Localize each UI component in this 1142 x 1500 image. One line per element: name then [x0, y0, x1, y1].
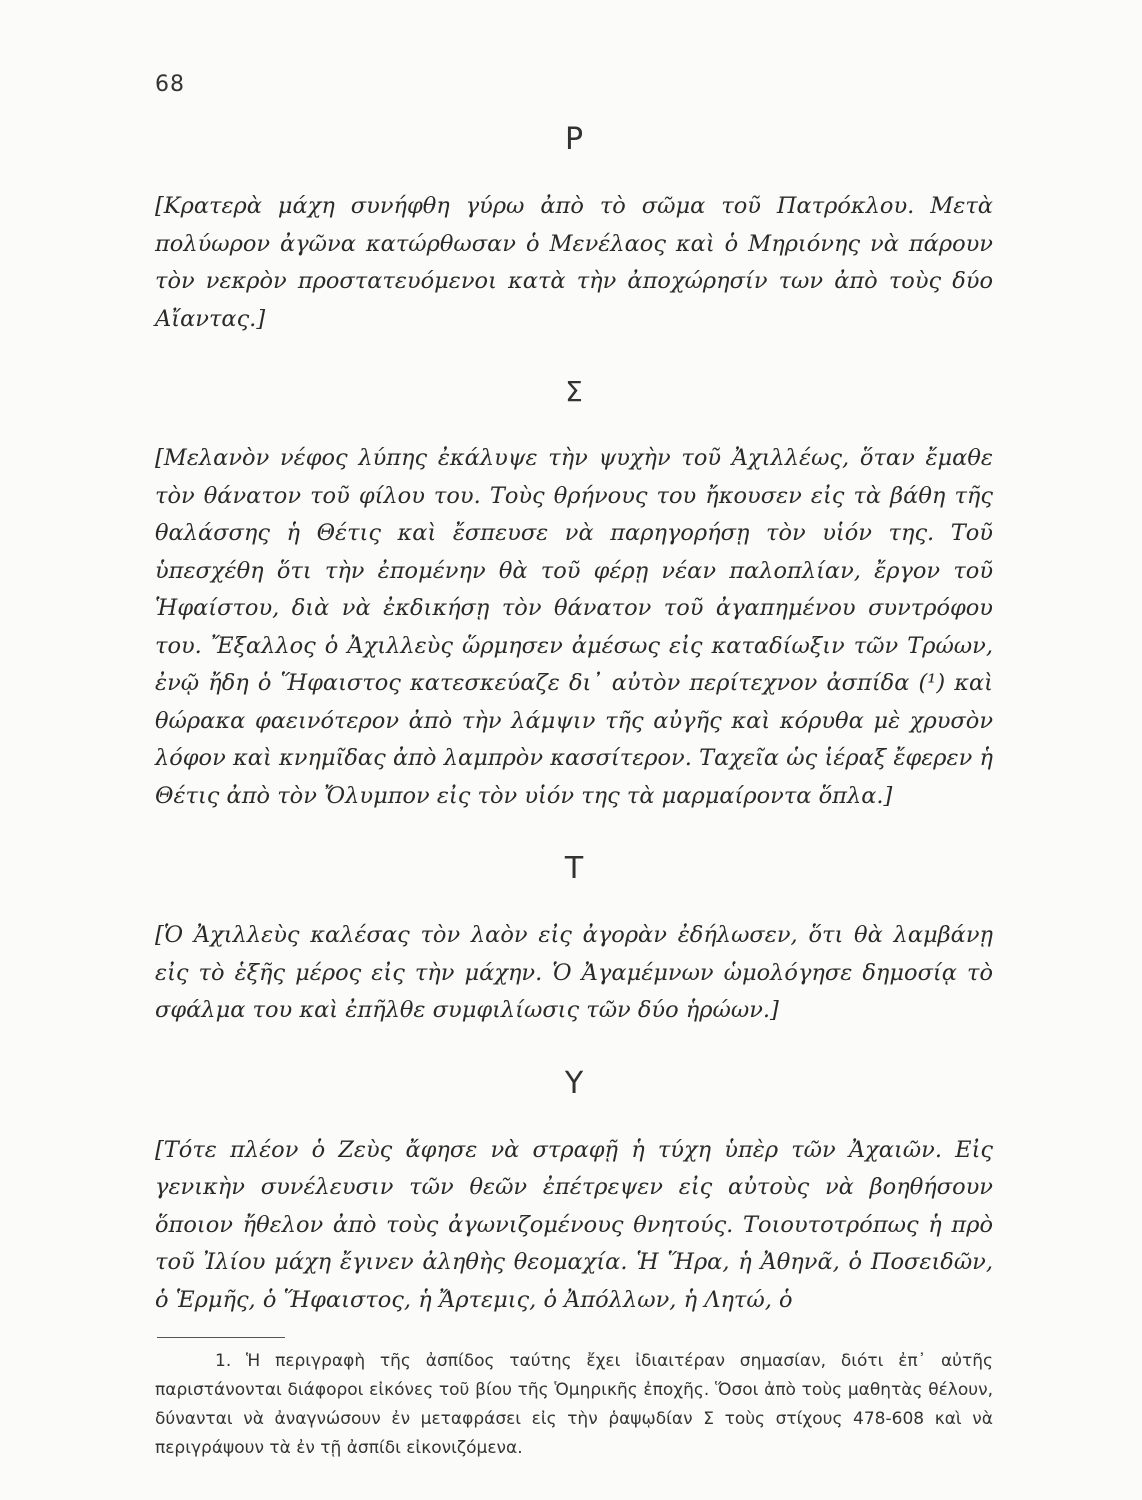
section-heading-tau: Τ: [564, 851, 584, 886]
footnote: [155, 1347, 993, 1463]
section-text-tau: [Ὁ Ἀχιλλεὺς καλέσας τὸν λαὸν εἰς ἀγορὰν ἐδήλωσεν, ὅτι θὰ λαμβάνῃ εἰς τὸ ἑξῆς μέρος εἰς τὴν μάχην. Ὁ Ἀγαμέμνων ὡμολόγησε δημοσίᾳ τὸ σφάλμα του καὶ ἐπῆλθε συμφιλίωσις τῶν δύο ἡρώων.]: [155, 922, 993, 1023]
footnote-text: 1. Ἡ περιγραφὴ τῆς ἀσπίδος ταύτης ἔχει ἰδιαιτέραν σημασίαν, διότι ἐπ᾽ αὐτῆς παριστάνονται διάφοροι εἰκόνες τοῦ βίου τῆς Ὁμηρικῆς ἐποχῆς. Ὅσοι ἀπὸ τοὺς μαθητὰς θέλουν, δύνανται νὰ ἀναγνώσουν ἐν μεταφράσει εἰς τὴν ῥαψῳδίαν Σ τοὺς στίχους 478-608 καὶ νὰ περιγράψουν τὰ ἐν τῇ ἀσπίδι εἰκονιζόμενα.: [155, 1351, 993, 1458]
section-heading-upsilon: Υ: [564, 1065, 584, 1101]
section-text-rho: [Κρατερὰ μάχη συνήφθη γύρω ἀπὸ τὸ σῶμα τοῦ Πατρόκλου. Μετὰ πολύωρον ἀγῶνα κατώρθωσαν ὁ Μενέλαος καὶ ὁ Μηριόνης νὰ πάρουν τὸν νεκρὸν προστατευόμενοι κατὰ τὴν ἀποχώρησίν των ἀπὸ τοὺς δύο Αἴαντας.]: [155, 193, 993, 332]
section-text-upsilon: [Τότε πλέον ὁ Ζεὺς ἄφησε νὰ στραφῇ ἡ τύχη ὑπὲρ τῶν Ἀχαιῶν. Εἰς γενικὴν συνέλευσιν τῶν θεῶν ἐπέτρεψεν εἰς αὐτοὺς νὰ βοηθήσουν ὅποιον ἤθελον ἀπὸ τοὺς ἀγωνιζομένους θνητούς. Τοιουτοτρόπως ἡ πρὸ τοῦ Ἰλίου μάχη ἔγινεν ἀληθὴς θεομαχία. Ἡ Ἥρα, ἡ Ἀθηνᾶ, ὁ Ποσειδῶν, ὁ Ἑρμῆς, ὁ Ἥφαιστος, ἡ Ἄρτεμις, ὁ Ἀπόλλων, ἡ Λητώ, ὁ: [155, 1136, 993, 1313]
section-text-sigma: [Μελανὸν νέφος λύπης ἐκάλυψε τὴν ψυχὴν τοῦ Ἀχιλλέως, ὅταν ἔμαθε τὸν θάνατον τοῦ φίλου του. Τοὺς θρήνους του ἤκουσεν εἰς τὰ βάθη τῆς θαλάσσης ἡ Θέτις καὶ ἔσπευσε νὰ παρηγορήσῃ τὸν υἱόν της. Τοῦ ὑπεσχέθη ὅτι τὴν ἐπομένην θὰ τοῦ φέρῃ νέαν παλοπλίαν, ἔργον τοῦ Ἡφαίστου, διὰ νὰ ἐκδικήσῃ τὸν θάνατον τοῦ ἀγαπημένου συντρόφου του. Ἔξαλλος ὁ Ἀχιλλεὺς ὥρμησεν ἀμέσως εἰς καταδίωξιν τῶν Τρώων, ἐνῷ ἤδη ὁ Ἥφαιστος κατεσκεύαζε δι᾽ αὐτὸν περίτεχνον ἀσπίδα (¹) καὶ θώρακα φαεινότερον ἀπὸ τὴν λάμψιν τῆς αὐγῆς καὶ κόρυθα μὲ χρυσὸν λόφον καὶ κνημῖδας ἀπὸ λαμπρὸν κασσίτερον. Ταχεῖα ὡς ἱέραξ ἔφερεν ἡ Θέτις ἀπὸ τὸν Ὄλυμπον εἰς τὸν υἱόν της τὰ μαρμαίροντα ὅπλα.]: [155, 445, 993, 809]
page-number: 68: [155, 72, 185, 97]
section-heading-sigma: Σ: [565, 375, 583, 408]
footnote-divider: [157, 1337, 285, 1338]
section-heading-rho: Ρ: [564, 122, 584, 157]
page-body: [155, 120, 993, 1319]
